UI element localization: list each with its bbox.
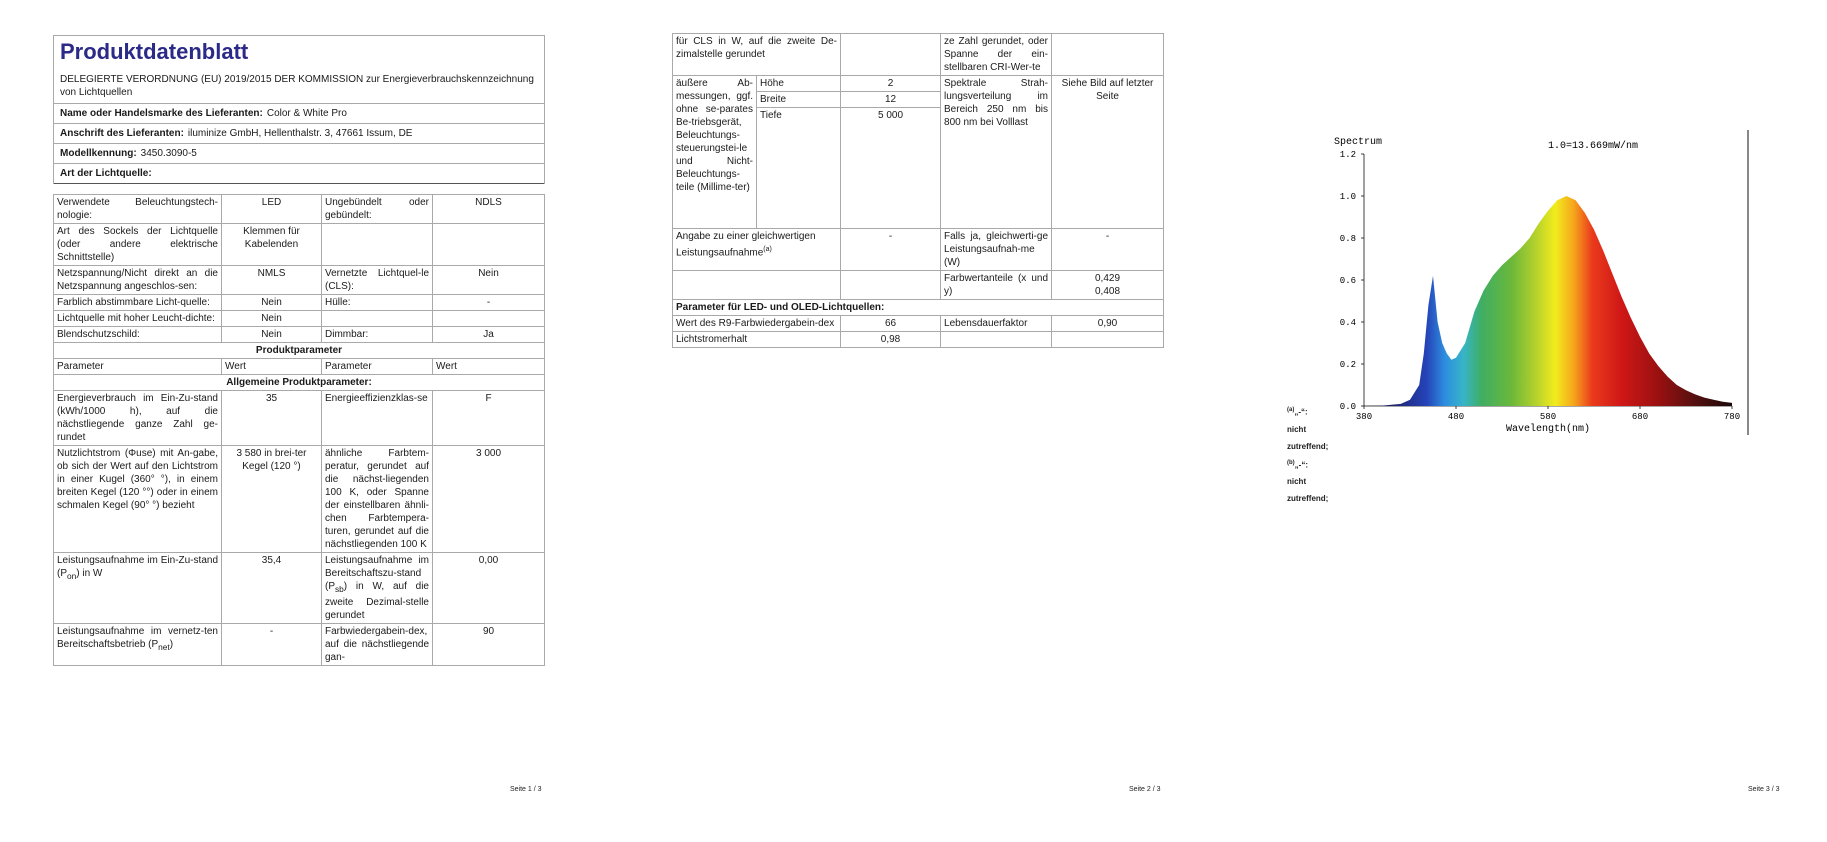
param-text: ) in W <box>76 568 103 579</box>
footnote-mark: (a) <box>1287 407 1295 413</box>
value-cell: Nein <box>222 311 322 327</box>
table-row <box>673 332 1164 348</box>
supplier-line <box>54 104 544 124</box>
value-cell: 35,4 <box>222 553 322 624</box>
x-tick-label: 480 <box>1447 412 1465 422</box>
value-cell <box>1052 34 1164 76</box>
table-row <box>673 34 1164 76</box>
column-header: Wert <box>222 359 322 375</box>
column-header: Parameter <box>54 359 222 375</box>
param-cell: Energieeffizienzklas-se <box>322 391 433 446</box>
value-cell: Klemmen für Kabelenden <box>222 224 322 266</box>
param-text: ) <box>169 639 174 650</box>
column-header: Parameter <box>322 359 433 375</box>
value-cell: - <box>1052 229 1164 271</box>
param-cell: Hülle: <box>322 295 433 311</box>
param-cell: Energieverbrauch im Ein-Zu-stand (kWh/1000 h), auf die nächstliegende ganze Zahl ge-rundet <box>54 391 222 446</box>
page-2 <box>609 0 1329 842</box>
table-row <box>54 311 545 327</box>
param-cell: Farbwiedergabein-dex, auf die nächstliegende gan- <box>322 624 433 666</box>
chroma-x: 0,429 <box>1095 273 1121 284</box>
spectrum-svg <box>1320 128 1760 438</box>
spectral-label: Spektrale Strah-lungsverteilung im Bereich 250 nm bis 800 nm bei Volllast <box>941 76 1052 229</box>
param-cell: Art des Sockels der Lichtquelle (oder andere elektrische Schnittstelle) <box>54 224 222 266</box>
value-cell: 0,98 <box>841 332 941 348</box>
x-tick-label: 380 <box>1355 412 1373 422</box>
page-number: Seite 3 / 3 <box>1748 786 1780 793</box>
column-header: Wert <box>433 359 545 375</box>
model-label: Modellkennung: <box>60 148 137 159</box>
y-ticks <box>1340 150 1364 412</box>
spectrum-chart <box>1320 128 1760 443</box>
param-cell <box>322 224 433 266</box>
param-cell: Dimmbar: <box>322 327 433 343</box>
section-header-row <box>54 375 545 391</box>
page-1 <box>0 0 609 842</box>
table-row <box>673 271 1164 300</box>
value-cell: 66 <box>841 316 941 332</box>
regulation-text: DELEGIERTE VERORDNUNG (EU) 2019/2015 DER KOMMISSION zur Energieverbrauchskennzeichnung von Lichtquellen <box>54 71 544 104</box>
param-text: Leistungsaufnahme im Bereitschaftszu-stand (P <box>325 555 429 592</box>
led-params-header: Parameter für LED- und OLED-Lichtquellen: <box>673 300 1164 316</box>
dimension-value: 12 <box>841 92 941 108</box>
param-cell <box>673 229 841 271</box>
table-row <box>54 266 545 295</box>
param-text: ) in W, auf die zweite Dezimal-stelle gerundet <box>325 581 429 621</box>
page-title: Produktdatenblatt <box>60 39 249 64</box>
product-params-header: Produktparameter <box>54 343 545 359</box>
param-cell <box>54 553 222 624</box>
param-text: Leistungsaufnahme im vernetz-ten Bereitschaftsbetrieb (P <box>57 626 218 650</box>
value-cell: 35 <box>222 391 322 446</box>
dimensions-table <box>672 33 1164 348</box>
table-row <box>673 229 1164 271</box>
value-cell: 90 <box>433 624 545 666</box>
general-params-header: Allgemeine Produktparameter: <box>54 375 545 391</box>
table-row <box>54 327 545 343</box>
value-cell: NDLS <box>433 195 545 224</box>
x-axis-label: Wavelength(nm) <box>1505 424 1591 435</box>
value-cell: - <box>222 624 322 666</box>
table-row <box>54 224 545 266</box>
x-tick-label: 680 <box>1631 412 1649 422</box>
param-cell: ze Zahl gerundet, oder Spanne der ein-stellbaren CRI-Wer-te <box>941 34 1052 76</box>
equiv-label: Angabe zu einer gleichwertigen Leistungsaufnahme <box>676 231 816 259</box>
param-cell: Lichtstromerhalt <box>673 332 841 348</box>
value-cell <box>433 311 545 327</box>
param-cell <box>322 553 433 624</box>
value-cell: F <box>433 391 545 446</box>
datasheet-header <box>53 35 545 184</box>
value-cell: 0,90 <box>1052 316 1164 332</box>
footnote-text: „-“: nicht zutreffend; <box>1287 460 1329 504</box>
model-value: 3450.3090-5 <box>140 148 197 159</box>
y-tick-label: 1.2 <box>1339 150 1356 160</box>
param-cell <box>322 311 433 327</box>
param-subscript: sb <box>335 584 344 594</box>
dimension-name: Tiefe <box>757 108 841 229</box>
param-cell: für CLS in W, auf die zweite De-zimalstelle gerundet <box>673 34 841 76</box>
value-cell <box>1052 332 1164 348</box>
x-tick-label: 780 <box>1723 412 1741 422</box>
lightsource-type-heading: Art der Lichtquelle: <box>54 164 544 184</box>
footnote-text: „-“: nicht zutreffend; <box>1287 407 1329 451</box>
model-line <box>54 144 544 164</box>
supplier-label: Name oder Handelsmarke des Lieferanten: <box>60 108 263 119</box>
param-cell: Ungebündelt oder gebündelt: <box>322 195 433 224</box>
value-cell <box>1052 271 1164 300</box>
param-subscript: net <box>158 642 170 652</box>
value-cell: - <box>433 295 545 311</box>
table-row <box>673 76 1164 92</box>
page-number: Seite 2 / 3 <box>1129 786 1161 793</box>
param-cell <box>54 624 222 666</box>
table-row <box>54 391 545 446</box>
supplier-value: Color & White Pro <box>266 108 347 119</box>
param-cell <box>673 271 841 300</box>
dimension-value: 2 <box>841 76 941 92</box>
value-cell: 0,00 <box>433 553 545 624</box>
param-subscript: on <box>67 571 77 581</box>
address-label: Anschrift des Lieferanten: <box>60 128 184 139</box>
param-cell: Netzspannung/Nicht direkt an die Netzspannung angeschlos-sen: <box>54 266 222 295</box>
y-tick-label: 0.8 <box>1339 234 1356 244</box>
address-line <box>54 124 544 144</box>
section-header-row <box>54 343 545 359</box>
value-cell: 3 580 in brei-ter Kegel (120 °) <box>222 446 322 553</box>
param-cell: Lebensdauerfaktor <box>941 316 1052 332</box>
dimension-name: Höhe <box>757 76 841 92</box>
chroma-y: 0,408 <box>1095 286 1121 297</box>
table-row <box>673 316 1164 332</box>
value-cell <box>841 34 941 76</box>
dimension-name: Breite <box>757 92 841 108</box>
address-value: iluminize GmbH, Hellenthalstr. 3, 47661 Issum, DE <box>187 128 413 139</box>
table-row <box>54 553 545 624</box>
param-cell: Lichtquelle mit hoher Leucht-dichte: <box>54 311 222 327</box>
table-row <box>54 624 545 666</box>
table-row <box>54 446 545 553</box>
dimensions-label: äußere Ab-messungen, ggf. ohne se-parates Be-triebsgerät, Beleuchtungs-steuerungstei-le und Nicht-Beleuchtungs-teile (Millime-ter) <box>673 76 757 229</box>
param-cell: Blendschutzschild: <box>54 327 222 343</box>
value-cell: Nein <box>222 295 322 311</box>
dimension-value: 5 000 <box>841 108 941 229</box>
y-tick-label: 0.6 <box>1339 276 1356 286</box>
spectrum-area <box>1364 196 1732 406</box>
table-row <box>54 195 545 224</box>
footnote-mark: (b) <box>1287 459 1295 466</box>
value-cell <box>841 271 941 300</box>
param-cell: Wert des R9-Farbwiedergabein-dex <box>673 316 841 332</box>
y-tick-label: 0.0 <box>1339 402 1356 412</box>
section-header-row <box>673 300 1164 316</box>
param-cell: Farblich abstimmbare Licht-quelle: <box>54 295 222 311</box>
param-cell <box>941 332 1052 348</box>
y-tick-label: 1.0 <box>1339 192 1356 202</box>
value-cell: Ja <box>433 327 545 343</box>
spectral-value: Siehe Bild auf letzter Seite <box>1052 76 1164 229</box>
param-cell: Nutzlichtstrom (Φuse) mit An-gabe, ob sich der Wert auf den Lichtstrom in einer Kugel (360° °), in einem breiten Kegel (120 °°) oder in einem schmalen Kegel (90° °) bezieht <box>54 446 222 553</box>
param-cell: Falls ja, gleichwerti-ge Leistungsaufnah-me (W) <box>941 229 1052 271</box>
footnote-ref: (a) <box>763 246 772 253</box>
value-cell: Nein <box>222 327 322 343</box>
y-tick-label: 0.4 <box>1339 318 1356 328</box>
value-cell: LED <box>222 195 322 224</box>
x-tick-label: 580 <box>1539 412 1557 422</box>
chart-subtitle: 1.0=13.669mW/nm <box>1548 141 1639 152</box>
table-row <box>54 295 545 311</box>
value-cell: 3 000 <box>433 446 545 553</box>
param-cell: Verwendete Beleuchtungstech-nologie: <box>54 195 222 224</box>
param-text: Leistungsaufnahme im Ein-Zu-stand (P <box>57 555 218 579</box>
lightsource-type-table <box>53 194 545 666</box>
value-cell: - <box>841 229 941 271</box>
x-ticks <box>1356 406 1740 422</box>
param-cell: Vernetzte Lichtquel-le (CLS): <box>322 266 433 295</box>
value-cell <box>433 224 545 266</box>
page-number: Seite 1 / 3 <box>510 786 542 793</box>
chart-title: Spectrum <box>1334 137 1383 148</box>
y-tick-label: 0.2 <box>1339 360 1356 370</box>
value-cell: NMLS <box>222 266 322 295</box>
value-cell: Nein <box>433 266 545 295</box>
param-cell: ähnliche Farbtem-peratur, gerundet auf die nächst-liegenden 100 K, oder Spanne der einstellbaren ähnli-chen Farbtempera-turen, gerundet auf die nächstliegenden 100 K <box>322 446 433 553</box>
param-cell: Farbwertanteile (x und y) <box>941 271 1052 300</box>
column-header-row <box>54 359 545 375</box>
